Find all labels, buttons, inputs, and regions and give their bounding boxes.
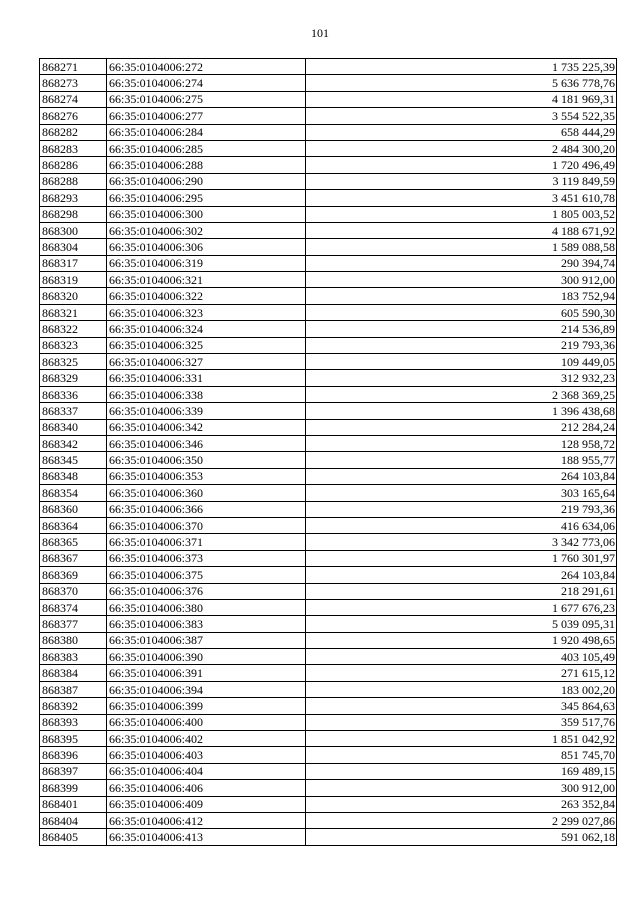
cadastral-number-cell: 66:35:0104006:404	[107, 763, 306, 779]
row-id-cell: 868321	[40, 304, 107, 320]
cadastral-number-cell: 66:35:0104006:338	[107, 386, 306, 402]
value-cell: 4 188 671,92	[306, 222, 617, 238]
value-cell: 1 735 225,39	[306, 59, 617, 75]
value-cell: 3 342 773,06	[306, 534, 617, 550]
value-cell: 1 589 088,58	[306, 239, 617, 255]
table-row	[40, 435, 617, 451]
table-row	[40, 534, 617, 550]
value-cell: 1 851 042,92	[306, 731, 617, 747]
cadastral-number-cell: 66:35:0104006:373	[107, 550, 306, 566]
table-row	[40, 124, 617, 140]
table-row	[40, 272, 617, 288]
value-cell: 264 103,84	[306, 567, 617, 583]
table-row	[40, 583, 617, 599]
value-cell: 263 352,84	[306, 796, 617, 812]
cadastral-number-cell: 66:35:0104006:327	[107, 354, 306, 370]
row-id-cell: 868329	[40, 370, 107, 386]
value-cell: 183 002,20	[306, 681, 617, 697]
value-cell: 1 805 003,52	[306, 206, 617, 222]
table-row	[40, 75, 617, 91]
cadastral-number-cell: 66:35:0104006:272	[107, 59, 306, 75]
cadastral-number-cell: 66:35:0104006:383	[107, 616, 306, 632]
cadastral-number-cell: 66:35:0104006:370	[107, 517, 306, 533]
row-id-cell: 868283	[40, 140, 107, 156]
registry-table	[39, 58, 617, 846]
value-cell: 1 920 498,65	[306, 632, 617, 648]
value-cell: 5 039 095,31	[306, 616, 617, 632]
table-row	[40, 222, 617, 238]
value-cell: 416 634,06	[306, 517, 617, 533]
value-cell: 403 105,49	[306, 649, 617, 665]
table-row	[40, 616, 617, 632]
cadastral-number-cell: 66:35:0104006:346	[107, 435, 306, 451]
cadastral-number-cell: 66:35:0104006:350	[107, 452, 306, 468]
cadastral-number-cell: 66:35:0104006:399	[107, 698, 306, 714]
cadastral-number-cell: 66:35:0104006:288	[107, 157, 306, 173]
row-id-cell: 868298	[40, 206, 107, 222]
table-row	[40, 403, 617, 419]
value-cell: 2 484 300,20	[306, 140, 617, 156]
table-row	[40, 468, 617, 484]
value-cell: 658 444,29	[306, 124, 617, 140]
row-id-cell: 868396	[40, 747, 107, 763]
row-id-cell: 868342	[40, 435, 107, 451]
row-id-cell: 868304	[40, 239, 107, 255]
table-row	[40, 763, 617, 779]
cadastral-number-cell: 66:35:0104006:321	[107, 272, 306, 288]
row-id-cell: 868364	[40, 517, 107, 533]
cadastral-number-cell: 66:35:0104006:387	[107, 632, 306, 648]
cadastral-number-cell: 66:35:0104006:285	[107, 140, 306, 156]
cadastral-number-cell: 66:35:0104006:376	[107, 583, 306, 599]
table-row	[40, 796, 617, 812]
cadastral-number-cell: 66:35:0104006:413	[107, 829, 306, 845]
cadastral-number-cell: 66:35:0104006:371	[107, 534, 306, 550]
row-id-cell: 868340	[40, 419, 107, 435]
table-row	[40, 157, 617, 173]
table-row	[40, 829, 617, 845]
table-row	[40, 485, 617, 501]
table-row	[40, 681, 617, 697]
cadastral-number-cell: 66:35:0104006:409	[107, 796, 306, 812]
cadastral-number-cell: 66:35:0104006:322	[107, 288, 306, 304]
table-row	[40, 501, 617, 517]
row-id-cell: 868383	[40, 649, 107, 665]
value-cell: 300 912,00	[306, 780, 617, 796]
value-cell: 1 396 438,68	[306, 403, 617, 419]
value-cell: 3 119 849,59	[306, 173, 617, 189]
value-cell: 3 554 522,35	[306, 108, 617, 124]
cadastral-number-cell: 66:35:0104006:275	[107, 91, 306, 107]
cadastral-number-cell: 66:35:0104006:400	[107, 714, 306, 730]
table-row	[40, 206, 617, 222]
value-cell: 218 291,61	[306, 583, 617, 599]
row-id-cell: 868271	[40, 59, 107, 75]
table-row	[40, 321, 617, 337]
value-cell: 2 368 369,25	[306, 386, 617, 402]
table-row	[40, 567, 617, 583]
row-id-cell: 868274	[40, 91, 107, 107]
cadastral-number-cell: 66:35:0104006:366	[107, 501, 306, 517]
value-cell: 591 062,18	[306, 829, 617, 845]
value-cell: 4 181 969,31	[306, 91, 617, 107]
table-row	[40, 632, 617, 648]
cadastral-number-cell: 66:35:0104006:375	[107, 567, 306, 583]
cadastral-number-cell: 66:35:0104006:360	[107, 485, 306, 501]
row-id-cell: 868387	[40, 681, 107, 697]
value-cell: 851 745,70	[306, 747, 617, 763]
row-id-cell: 868322	[40, 321, 107, 337]
table-row	[40, 452, 617, 468]
row-id-cell: 868377	[40, 616, 107, 632]
row-id-cell: 868273	[40, 75, 107, 91]
cadastral-number-cell: 66:35:0104006:284	[107, 124, 306, 140]
row-id-cell: 868276	[40, 108, 107, 124]
row-id-cell: 868319	[40, 272, 107, 288]
row-id-cell: 868384	[40, 665, 107, 681]
table-row	[40, 649, 617, 665]
table-row	[40, 780, 617, 796]
row-id-cell: 868401	[40, 796, 107, 812]
table-row	[40, 304, 617, 320]
row-id-cell: 868293	[40, 190, 107, 206]
row-id-cell: 868380	[40, 632, 107, 648]
value-cell: 605 590,30	[306, 304, 617, 320]
table-body	[40, 59, 617, 846]
table-row	[40, 370, 617, 386]
value-cell: 300 912,00	[306, 272, 617, 288]
row-id-cell: 868399	[40, 780, 107, 796]
table-row	[40, 517, 617, 533]
cadastral-number-cell: 66:35:0104006:274	[107, 75, 306, 91]
row-id-cell: 868360	[40, 501, 107, 517]
row-id-cell: 868320	[40, 288, 107, 304]
value-cell: 169 489,15	[306, 763, 617, 779]
value-cell: 214 536,89	[306, 321, 617, 337]
cadastral-number-cell: 66:35:0104006:391	[107, 665, 306, 681]
cadastral-number-cell: 66:35:0104006:353	[107, 468, 306, 484]
value-cell: 109 449,05	[306, 354, 617, 370]
cadastral-number-cell: 66:35:0104006:302	[107, 222, 306, 238]
row-id-cell: 868354	[40, 485, 107, 501]
table-row	[40, 419, 617, 435]
table-row	[40, 91, 617, 107]
row-id-cell: 868367	[40, 550, 107, 566]
table-row	[40, 599, 617, 615]
cadastral-number-cell: 66:35:0104006:406	[107, 780, 306, 796]
table-row	[40, 255, 617, 271]
row-id-cell: 868286	[40, 157, 107, 173]
cadastral-number-cell: 66:35:0104006:324	[107, 321, 306, 337]
cadastral-number-cell: 66:35:0104006:402	[107, 731, 306, 747]
cadastral-number-cell: 66:35:0104006:300	[107, 206, 306, 222]
value-cell: 303 165,64	[306, 485, 617, 501]
cadastral-number-cell: 66:35:0104006:380	[107, 599, 306, 615]
row-id-cell: 868348	[40, 468, 107, 484]
value-cell: 271 615,12	[306, 665, 617, 681]
value-cell: 1 720 496,49	[306, 157, 617, 173]
value-cell: 188 955,77	[306, 452, 617, 468]
row-id-cell: 868374	[40, 599, 107, 615]
row-id-cell: 868336	[40, 386, 107, 402]
row-id-cell: 868300	[40, 222, 107, 238]
table-row	[40, 337, 617, 353]
row-id-cell: 868370	[40, 583, 107, 599]
value-cell: 2 299 027,86	[306, 812, 617, 828]
cadastral-number-cell: 66:35:0104006:331	[107, 370, 306, 386]
cadastral-number-cell: 66:35:0104006:319	[107, 255, 306, 271]
table-row	[40, 812, 617, 828]
cadastral-number-cell: 66:35:0104006:325	[107, 337, 306, 353]
table-row	[40, 354, 617, 370]
row-id-cell: 868282	[40, 124, 107, 140]
value-cell: 345 864,63	[306, 698, 617, 714]
cadastral-number-cell: 66:35:0104006:323	[107, 304, 306, 320]
value-cell: 290 394,74	[306, 255, 617, 271]
cadastral-number-cell: 66:35:0104006:390	[107, 649, 306, 665]
cadastral-number-cell: 66:35:0104006:394	[107, 681, 306, 697]
table-row	[40, 288, 617, 304]
row-id-cell: 868397	[40, 763, 107, 779]
value-cell: 219 793,36	[306, 501, 617, 517]
table-row	[40, 714, 617, 730]
table-row	[40, 108, 617, 124]
cadastral-number-cell: 66:35:0104006:290	[107, 173, 306, 189]
value-cell: 312 932,23	[306, 370, 617, 386]
value-cell: 212 284,24	[306, 419, 617, 435]
value-cell: 359 517,76	[306, 714, 617, 730]
page-number: 101	[311, 26, 329, 40]
cadastral-number-cell: 66:35:0104006:403	[107, 747, 306, 763]
row-id-cell: 868325	[40, 354, 107, 370]
cadastral-number-cell: 66:35:0104006:295	[107, 190, 306, 206]
value-cell: 264 103,84	[306, 468, 617, 484]
row-id-cell: 868404	[40, 812, 107, 828]
row-id-cell: 868365	[40, 534, 107, 550]
value-cell: 5 636 778,76	[306, 75, 617, 91]
row-id-cell: 868288	[40, 173, 107, 189]
value-cell: 1 760 301,97	[306, 550, 617, 566]
row-id-cell: 868393	[40, 714, 107, 730]
table-row	[40, 140, 617, 156]
value-cell: 128 958,72	[306, 435, 617, 451]
cadastral-number-cell: 66:35:0104006:412	[107, 812, 306, 828]
value-cell: 219 793,36	[306, 337, 617, 353]
table-row	[40, 698, 617, 714]
value-cell: 183 752,94	[306, 288, 617, 304]
cadastral-number-cell: 66:35:0104006:277	[107, 108, 306, 124]
table-row	[40, 747, 617, 763]
row-id-cell: 868345	[40, 452, 107, 468]
table-row	[40, 239, 617, 255]
row-id-cell: 868369	[40, 567, 107, 583]
value-cell: 1 677 676,23	[306, 599, 617, 615]
table-row	[40, 173, 617, 189]
cadastral-number-cell: 66:35:0104006:342	[107, 419, 306, 435]
cadastral-number-cell: 66:35:0104006:306	[107, 239, 306, 255]
row-id-cell: 868405	[40, 829, 107, 845]
row-id-cell: 868392	[40, 698, 107, 714]
row-id-cell: 868323	[40, 337, 107, 353]
cadastral-number-cell: 66:35:0104006:339	[107, 403, 306, 419]
value-cell: 3 451 610,78	[306, 190, 617, 206]
table-row	[40, 386, 617, 402]
table-row	[40, 665, 617, 681]
row-id-cell: 868317	[40, 255, 107, 271]
table-row	[40, 59, 617, 75]
table-row	[40, 731, 617, 747]
row-id-cell: 868337	[40, 403, 107, 419]
row-id-cell: 868395	[40, 731, 107, 747]
table-row	[40, 190, 617, 206]
table-row	[40, 550, 617, 566]
